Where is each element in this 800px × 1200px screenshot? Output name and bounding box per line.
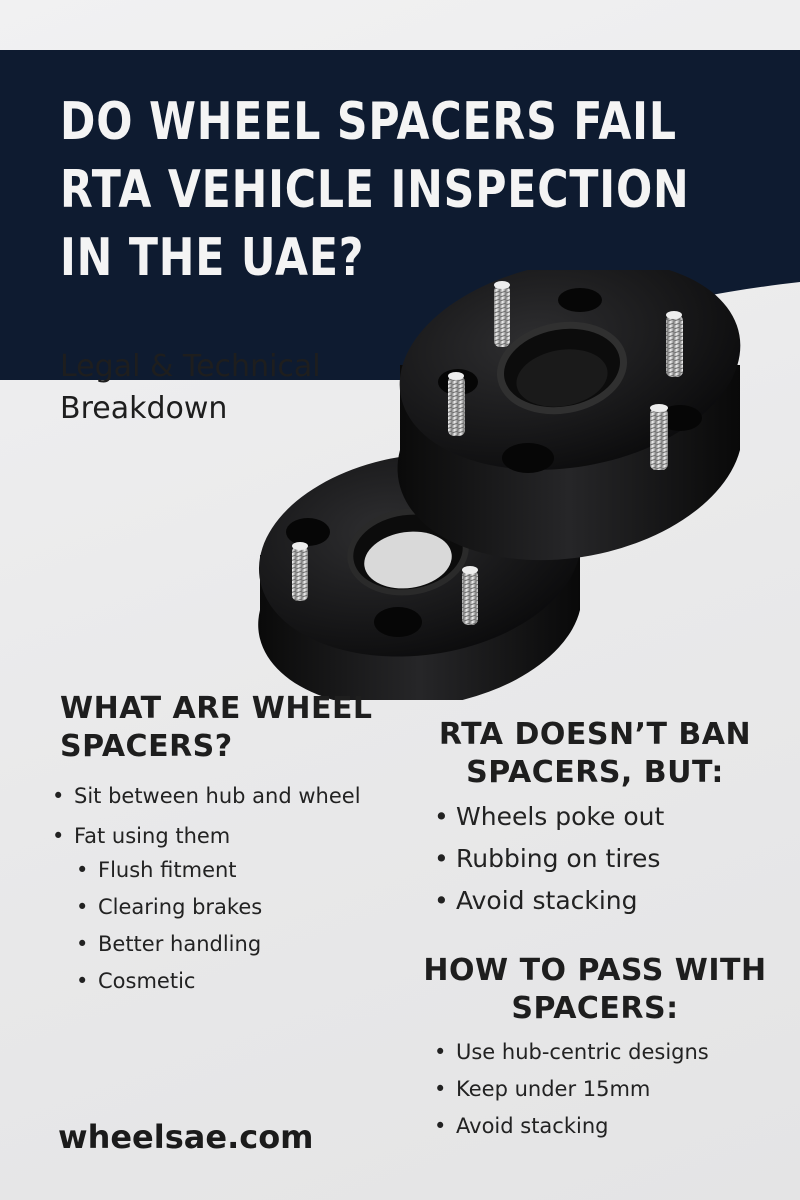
list-item: • Avoid stacking bbox=[434, 1108, 709, 1145]
page-subtitle: Legal & Technical Breakdown bbox=[60, 349, 321, 426]
what-are-spacers-heading: WHAT ARE WHEEL SPACERS? bbox=[60, 691, 373, 764]
list-item: • Wheels poke out bbox=[434, 796, 664, 838]
list-item: • Sit between hub and wheel bbox=[52, 776, 361, 816]
list-item: • Fat using them bbox=[52, 816, 361, 856]
how-to-pass-heading: HOW TO PASS WITH SPACERS: bbox=[423, 953, 767, 1026]
list-item: • Better handling bbox=[76, 926, 262, 963]
what-sublist bbox=[76, 852, 262, 1000]
list-item: • Keep under 15mm bbox=[434, 1071, 709, 1108]
pass-list bbox=[434, 1034, 709, 1145]
list-item: • Rubbing on tires bbox=[434, 838, 664, 880]
website-link[interactable]: wheelsae.com bbox=[58, 1118, 314, 1156]
list-item: • Flush fitment bbox=[76, 852, 262, 889]
list-item: • Use hub-centric designs bbox=[434, 1034, 709, 1071]
page-title: DO WHEEL SPACERS FAIL RTA VEHICLE INSPECTION IN THE UAE? bbox=[60, 92, 690, 288]
rta-list bbox=[434, 796, 664, 922]
upper-spacer bbox=[383, 270, 757, 560]
what-list bbox=[52, 776, 361, 856]
rta-rules-heading: RTA DOESN’T BAN SPACERS, BUT: bbox=[438, 717, 752, 790]
list-item: • Clearing brakes bbox=[76, 889, 262, 926]
list-item: • Cosmetic bbox=[76, 963, 262, 1000]
wheel-spacers-icon bbox=[230, 270, 790, 700]
list-item: • Avoid stacking bbox=[434, 880, 664, 922]
